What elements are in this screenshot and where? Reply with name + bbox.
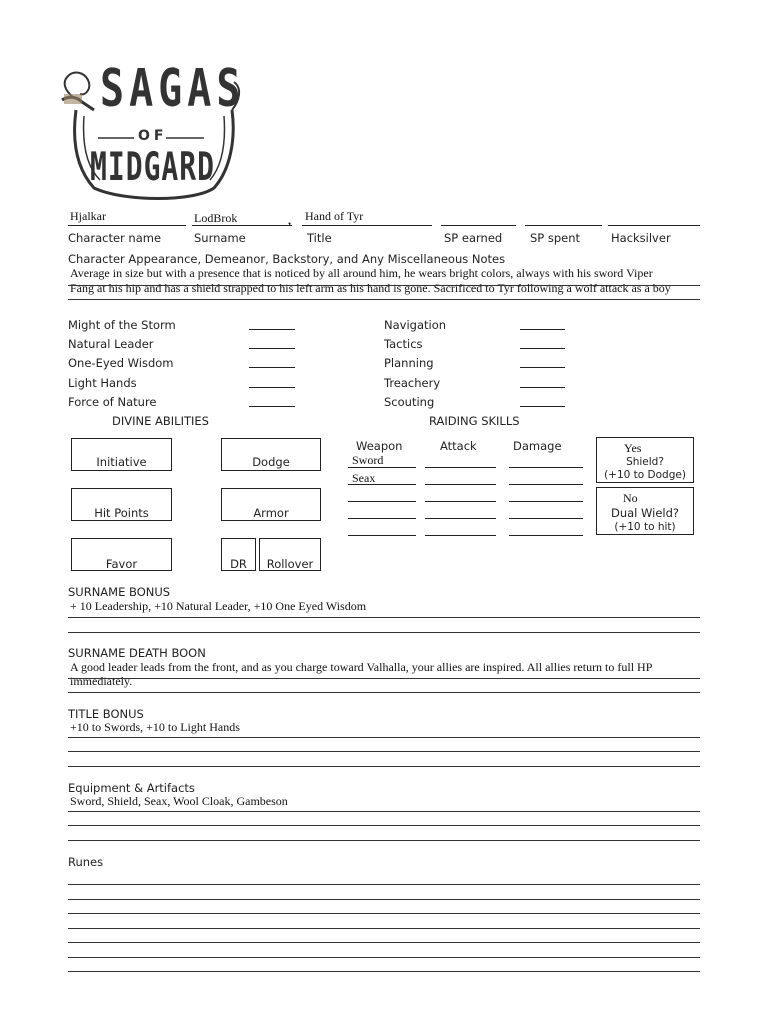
surname-value[interactable]: LodBrok [194,211,238,225]
attack-row-1-line[interactable] [425,467,496,468]
sp-spent-line [525,225,602,226]
armor-label: Armor [253,506,289,520]
runes-label: Runes [68,855,104,869]
damage-row-1-line[interactable] [509,467,583,468]
death-boon-label: SURNAME DEATH BOON [68,646,206,660]
weapon-row-1-line [348,467,416,468]
title-line [302,225,432,226]
raiding-skill-3: Planning [384,356,434,370]
damage-column-header: Damage [513,439,562,453]
logo-title-sagas: SAGAS [100,59,246,119]
hit-points-label: Hit Points [94,506,149,520]
attack-row-4-line[interactable] [425,518,496,519]
damage-row-4-line[interactable] [509,518,583,519]
raiding-skill-2: Tactics [384,337,423,351]
hit-points-box[interactable] [71,488,172,521]
damage-row-3-line[interactable] [509,501,583,502]
attack-row-3-line[interactable] [425,501,496,502]
damage-row-5-line[interactable] [509,535,583,536]
sp-spent-label: SP spent [530,231,581,245]
weapon-row-3-line[interactable] [348,501,416,502]
rollover-box[interactable] [259,538,321,571]
dual-wield-box[interactable] [596,487,694,535]
notes-line-1[interactable]: Average in size but with a presence that is noticed by all around him, he wears bright colors, always with his sword Viper [70,266,653,280]
hacksilver-line [608,225,700,226]
divine-ability-1-field[interactable] [249,329,295,330]
favor-box[interactable] [71,538,172,571]
weapon-row-1-name[interactable]: Sword [352,453,384,467]
raiding-skill-2-field[interactable] [520,348,565,349]
notes-line-2[interactable]: Fang at his hip and has a shield strapped to his left arm as his hand is gone. Sacrificed to Tyr following a wolf attack as a boy [70,281,671,295]
raiding-skill-3-field[interactable] [520,367,565,368]
weapon-row-2-line [348,484,416,485]
divine-ability-1: Might of the Storm [68,318,176,332]
attack-row-2-line[interactable] [425,484,496,485]
dr-box[interactable] [221,538,256,571]
death-boon-rule-1 [68,678,700,679]
notes-rule-1 [68,285,700,286]
raiding-skill-4-field[interactable] [520,387,565,388]
title-bonus-text[interactable]: +10 to Swords, +10 to Light Hands [70,720,240,734]
dodge-label: Dodge [252,455,290,469]
attack-column-header: Attack [440,439,477,453]
dr-label: DR [230,557,247,571]
shield-box[interactable] [596,437,694,483]
divine-ability-3: One-Eyed Wisdom [68,356,174,370]
title-value[interactable]: Hand of Tyr [305,209,364,223]
sp-earned-label: SP earned [444,231,503,245]
surname-bonus-rule-2 [68,632,700,633]
title-bonus-rule-1 [68,737,700,738]
title-bonus-label: TITLE BONUS [68,707,144,721]
weapon-row-4-line[interactable] [348,518,416,519]
title-bonus-rule-2 [68,751,700,752]
raiding-skill-5: Scouting [384,395,435,409]
title-bonus-rule-3 [68,766,700,767]
equipment-rule-2 [68,825,700,826]
equipment-text[interactable]: Sword, Shield, Seax, Wool Cloak, Gambeson [70,794,288,808]
equipment-label: Equipment & Artifacts [68,781,195,795]
initiative-box[interactable] [71,438,172,471]
divine-ability-4: Light Hands [68,376,137,390]
separator-comma: , [288,213,291,227]
runes-rule-5[interactable] [68,942,700,943]
runes-rule-4[interactable] [68,928,700,929]
attack-row-5-line[interactable] [425,535,496,536]
character-name-label: Character name [68,231,162,245]
divine-abilities-heading: DIVINE ABILITIES [112,414,209,428]
logo-title-midgard: MIDGARD [90,143,216,190]
surname-bonus-label: SURNAME BONUS [68,585,171,599]
death-boon-line-2[interactable]: immediately. [70,674,133,688]
shield-bonus: (+10 to Dodge) [604,469,686,481]
weapon-column-header: Weapon [356,439,403,453]
surname-label: Surname [194,231,246,245]
favor-label: Favor [105,557,138,571]
dual-wield-bonus: (+10 to hit) [614,521,676,533]
shield-answer[interactable]: Yes [624,441,642,455]
surname-bonus-rule-1 [68,617,700,618]
dual-wield-question: Dual Wield? [610,506,680,520]
damage-row-2-line[interactable] [509,484,583,485]
divine-ability-2: Natural Leader [68,337,154,351]
surname-bonus-text[interactable]: + 10 Leadership, +10 Natural Leader, +10 One Eyed Wisdom [70,599,367,613]
divine-ability-3-field[interactable] [249,367,295,368]
armor-box[interactable] [221,488,321,521]
notes-label: Character Appearance, Demeanor, Backstory, and Any Miscellaneous Notes [68,252,506,266]
divine-ability-5-field[interactable] [249,406,295,407]
equipment-rule-1 [68,811,700,812]
raiding-skill-1-field[interactable] [520,329,565,330]
runes-rule-3[interactable] [68,913,700,914]
raiding-skill-5-field[interactable] [520,406,565,407]
character-name-line [68,225,186,226]
divine-ability-4-field[interactable] [249,387,295,388]
shield-question: Shield? [626,456,664,468]
title-label: Title [307,231,332,245]
rollover-label: Rollover [266,557,314,571]
sp-earned-line [441,225,516,226]
raiding-skill-4: Treachery [384,376,441,390]
death-boon-rule-2 [68,692,700,693]
runes-rule-1[interactable] [68,884,700,885]
runes-rule-2[interactable] [68,899,700,900]
runes-rule-6[interactable] [68,957,700,958]
raiding-skills-heading: RAIDING SKILLS [429,414,520,428]
sagas-of-midgard-logo [54,60,244,205]
divine-ability-5: Force of Nature [68,395,157,409]
divine-ability-2-field[interactable] [249,348,295,349]
hacksilver-label: Hacksilver [611,231,671,245]
character-name-value[interactable]: Hjalkar [70,209,106,223]
runes-rule-7[interactable] [68,971,700,972]
surname-line [192,225,292,226]
weapon-row-5-line[interactable] [348,535,416,536]
logo-title-of: OF [138,128,168,144]
dodge-box[interactable] [221,438,321,471]
initiative-label: Initiative [96,455,147,469]
notes-rule-2 [68,299,700,300]
death-boon-line-1[interactable]: A good leader leads from the front, and as you charge toward Valhalla, your allies are inspired. All allies return to full HP [70,660,653,674]
equipment-rule-3 [68,840,700,841]
raiding-skill-1: Navigation [384,318,447,332]
dual-wield-answer[interactable]: No [623,491,638,505]
weapon-row-2-name[interactable]: Seax [352,471,376,485]
